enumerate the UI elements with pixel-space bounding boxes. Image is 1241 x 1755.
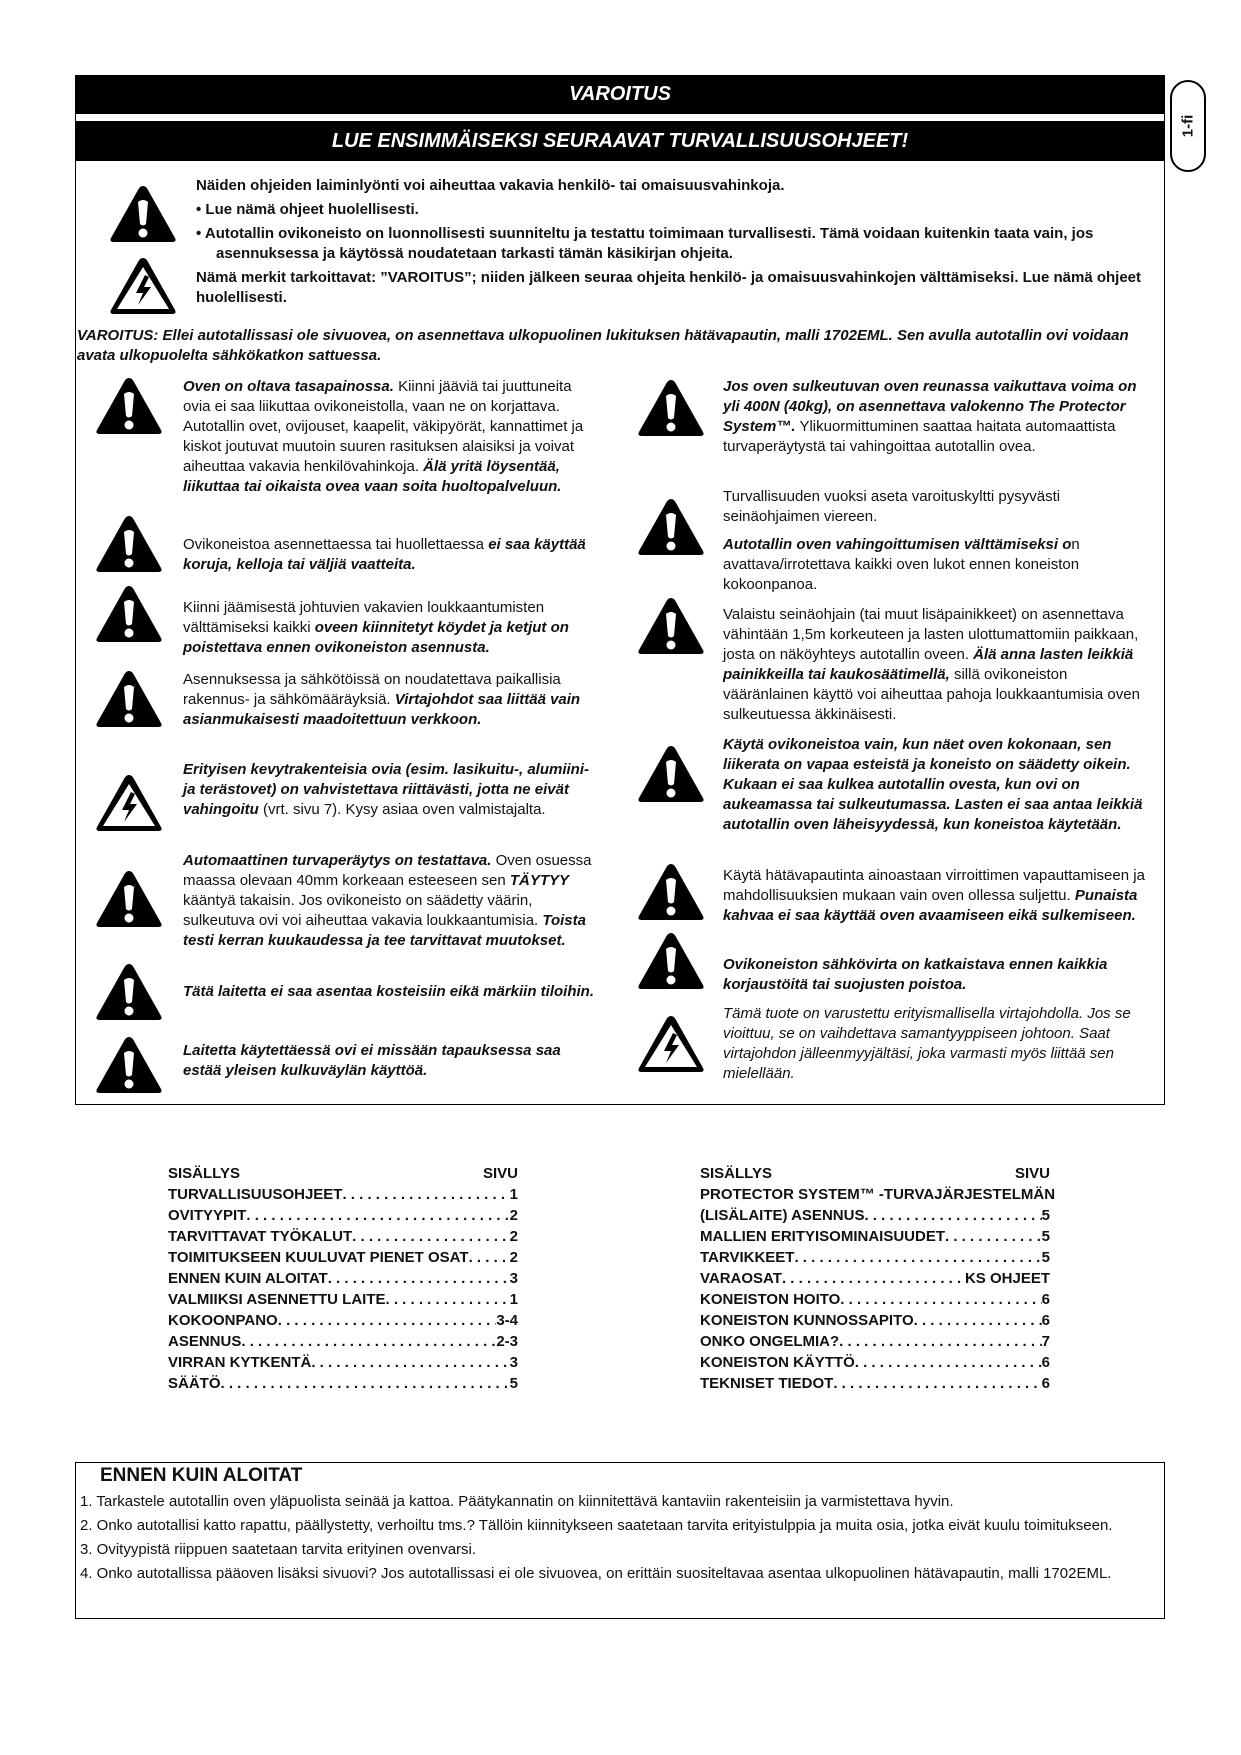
toc-page-heading: SIVU xyxy=(1014,1165,1050,1182)
text-bold: Laitetta käytettäessä ovi ei missään tapauksessa saa estää yleisen kulkuväylän käyttöä. xyxy=(183,1042,561,1079)
toc-label: VIRRAN KYTKENTÄ xyxy=(168,1354,312,1371)
text-bold: Oven on oltava tasapainossa. xyxy=(183,378,394,395)
intro-line: Nämä merkit tarkoittavat: ”VAROITUS”; niiden jälkeen seuraa ohjeita henkilö- ja omaisuusvahinkojen välttämiseksi. Lue nämä ohjeet huolellisesti. xyxy=(196,269,1142,306)
toc-page: 5 xyxy=(1041,1207,1050,1224)
text-bold: Jos oven sulkeutuvan oven reunassa vaikuttava voima on yli 400N (40kg), on asennettava valokenno The Protector System™. xyxy=(723,378,1137,435)
toc-leader xyxy=(352,1226,510,1247)
toc-entry-line: PROTECTOR SYSTEM™ -TURVAJÄRJESTELMÄN xyxy=(700,1186,1056,1203)
toc-page: 6 xyxy=(1041,1354,1050,1371)
text-bold: Autotallin oven vahingoittumisen välttämiseksi o xyxy=(723,536,1072,553)
left-warning-2 xyxy=(183,535,603,575)
toc-page: 6 xyxy=(1041,1375,1050,1392)
toc-row xyxy=(168,1289,518,1310)
text: Kiinni jääviä tai juuttuneita ovia ei saa liikuttaa ovikoneistolla, vaan ne on korjattava. Autotallin ovet, ovijouset, kaapelit, väkipyörät, kannattimet ja kiskot joutuvat muutoin suuren rasituksen alaisiksi ja voivat aiheuttaa vakavia henkilövahinkoja. xyxy=(183,378,584,475)
electric-hazard-icon xyxy=(94,772,164,834)
intro-bullet: • Lue nämä ohjeet huolellisesti. xyxy=(196,201,419,218)
warning-triangle-icon xyxy=(636,496,706,558)
toc-label: ASENNUS xyxy=(168,1333,242,1350)
toc-leader xyxy=(945,1226,1042,1247)
toc-header xyxy=(700,1163,1050,1184)
toc-leader xyxy=(914,1310,1042,1331)
text: sillä ovikoneiston vääränlainen käyttö voi aiheuttaa pahoja loukkaantumisia oven sulkeutuessa äkkinäisesti. xyxy=(723,666,1140,723)
toc-label: KONEISTON HOITO xyxy=(700,1291,841,1308)
toc-leader xyxy=(386,1289,510,1310)
right-warning-7 xyxy=(723,955,1148,995)
toc-left xyxy=(168,1163,518,1394)
text-bold: Virtajohdot saa liittää vain asianmukaisesti maadoitettuun verkkoon. xyxy=(183,691,581,728)
toc-page: 5 xyxy=(509,1375,518,1392)
toc-leader xyxy=(855,1352,1042,1373)
text: Asennuksessa ja sähkötöissä on noudatettava paikallisia rakennus- ja sähkömääräyksiä. xyxy=(183,671,561,708)
toc-label: ENNEN KUIN ALOITAT xyxy=(168,1270,328,1287)
text: Oven osuessa maassa olevaan 40mm korkeaan esteeseen sen xyxy=(183,852,592,889)
toc-row xyxy=(168,1205,518,1226)
toc-row xyxy=(700,1247,1050,1268)
toc-label: TOIMITUKSEEN KUULUVAT PIENET OSAT xyxy=(168,1249,469,1266)
toc-leader xyxy=(839,1331,1041,1352)
toc-leader xyxy=(328,1268,510,1289)
warning-triangle-icon xyxy=(94,868,164,930)
toc-row xyxy=(168,1184,518,1205)
right-warning-8 xyxy=(723,1004,1148,1084)
toc-leader xyxy=(794,1247,1041,1268)
toc-label: KONEISTON KUNNOSSAPITO xyxy=(700,1312,914,1329)
toc-page: 5 xyxy=(1041,1249,1050,1266)
text: Käytä hätävapautinta ainoastaan virroittimen vapauttamiseen ja mahdollisuuksien mukaan vain oven ollessa suljettu. xyxy=(723,867,1145,904)
toc-row xyxy=(168,1268,518,1289)
toc-page: 6 xyxy=(1041,1312,1050,1329)
text-bold: Ovikoneiston sähkövirta on katkaistava ennen kaikkia korjaustöitä tai suojusten poistoa. xyxy=(723,956,1108,993)
text-bold: Älä yritä löysentää, liikuttaa tai oikaista ovea vaan soita huoltopalveluun. xyxy=(183,458,562,495)
warning-triangle-icon xyxy=(94,1034,164,1096)
toc-page-heading: SIVU xyxy=(482,1165,518,1182)
text-bold: Punaista kahvaa ei saa käyttää oven avaamiseen eikä sulkemiseen. xyxy=(723,887,1138,924)
toc-row xyxy=(700,1268,1050,1289)
text: Kiinni jäämisestä johtuvien vakavien loukkaantumisten välttämiseksi kaikki xyxy=(183,599,545,636)
left-warning-1 xyxy=(183,377,603,497)
electric-hazard-icon xyxy=(108,255,178,317)
toc-page: 2 xyxy=(509,1228,518,1245)
toc-row xyxy=(700,1373,1050,1394)
toc-row xyxy=(168,1226,518,1247)
warning-triangle-icon xyxy=(636,377,706,439)
page-number: 1-fi xyxy=(1179,114,1197,138)
toc-label: OVITYYPIT xyxy=(168,1207,247,1224)
text-bold: Tätä laitetta ei saa asentaa kosteisiin eikä märkiin tiloihin. xyxy=(183,983,594,1000)
before-start-item: 3. Ovityypistä riippuen saatetaan tarvita erityinen ovenvarsi. xyxy=(80,1541,477,1558)
warning-triangle-icon xyxy=(94,513,164,575)
toc-label: TEKNISET TIEDOT xyxy=(700,1375,834,1392)
left-warning-7 xyxy=(183,982,603,1002)
toc-page: 5 xyxy=(1041,1228,1050,1245)
toc-row xyxy=(700,1352,1050,1373)
toc-page: 3 xyxy=(509,1354,518,1371)
warning-triangle-icon xyxy=(108,183,178,245)
text-bold: Älä anna lasten leikkiä painikkeilla tai kaukosäätimellä, xyxy=(723,646,1134,683)
toc-row xyxy=(168,1331,518,1352)
before-start-item: 4. Onko autotallissa pääoven lisäksi sivuovi? Jos autotallissasi ei ole sivuovea, on erittäin suositeltavaa asentaa ulkopuolinen hätävapautin, malli 1702EML. xyxy=(80,1565,1112,1582)
text: (vrt. sivu 7). Kysy asiaa oven valmistajalta. xyxy=(258,801,546,818)
toc-label: VARAOSAT xyxy=(700,1270,782,1287)
electric-hazard-icon xyxy=(636,1013,706,1075)
toc-page: 2 xyxy=(509,1249,518,1266)
toc-page: 1 xyxy=(509,1291,518,1308)
text: kääntyä takaisin. Jos ovikoneisto on säädetty väärin, sulkeutuva ovi voi aiheuttaa vakavia loukkaantumisia. xyxy=(183,892,543,929)
page-tab xyxy=(1170,80,1206,172)
toc-row xyxy=(700,1226,1050,1247)
toc-leader xyxy=(221,1373,510,1394)
text: Valaistu seinäohjain (tai muut lisäpainikkeet) on asennettava vähintään 1,5m korkeuteen ja lasten ulottumattomiin paikkaan, josta on näköyhteys autotallin oveen. xyxy=(723,606,1139,663)
toc-page: 3 xyxy=(509,1270,518,1287)
text-bold: Erityisen kevytrakenteisia ovia (esim. lasikuitu-, alumiini- ja terästovet) on vahvistettava riittävästi, jotta ne eivät vahingoitu xyxy=(183,761,589,818)
text: Ylikuormittuminen saattaa haitata automaattista turvaperäytystä tai vahingoittaa autotallin ovea. xyxy=(723,418,1116,455)
toc-label: TURVALLISUUSOHJEET xyxy=(168,1186,343,1203)
right-warning-5 xyxy=(723,735,1148,835)
intro-bullet: • Autotallin ovikoneisto on luonnollisesti suunniteltu ja testattu toimimaan turvallisesti. Tämä voidaan kuitenkin taata vain, jos asennuksessa ja käytössä noudatetaan tarkasti tämän käsikirjan ohjeita. xyxy=(196,225,1094,262)
toc-label: (LISÄLAITE) ASENNUS xyxy=(700,1207,865,1224)
toc-row xyxy=(700,1310,1050,1331)
toc-leader xyxy=(840,1289,1041,1310)
warning-title: VAROITUS xyxy=(75,75,1165,114)
toc-leader xyxy=(342,1184,509,1205)
left-warning-6 xyxy=(183,851,603,951)
text-bold: oveen kiinnitetyt köydet ja ketjut on poistettava ennen ovikoneiston asennusta. xyxy=(183,619,569,656)
toc-page: 1 xyxy=(509,1186,518,1203)
toc-label: SÄÄTÖ xyxy=(168,1375,221,1392)
toc-page: 2-3 xyxy=(496,1333,518,1350)
toc-page: 7 xyxy=(1041,1333,1050,1350)
before-start-box xyxy=(75,1462,1165,1619)
left-warning-8 xyxy=(183,1041,603,1081)
toc-label: VALMIIKSI ASENNETTU LAITE xyxy=(168,1291,386,1308)
toc-label: TARVITTAVAT TYÖKALUT xyxy=(168,1228,353,1245)
text-bold: TÄYTYY xyxy=(509,872,570,889)
text-bold: Automaattinen turvaperäytys on testattava. xyxy=(183,852,492,869)
before-start-item: 1. Tarkastele autotallin oven yläpuolista seinää ja kattoa. Päätykannatin on kiinnitettävä kantaviin rakenteisiin ja varmistettava hyvin. xyxy=(80,1493,954,1510)
before-start-title: ENNEN KUIN ALOITAT xyxy=(100,1465,303,1486)
toc-label: TARVIKKEET xyxy=(700,1249,795,1266)
toc-leader xyxy=(311,1352,509,1373)
toc-leader xyxy=(241,1331,496,1352)
toc-leader xyxy=(782,1268,965,1289)
toc-heading: SISÄLLYS xyxy=(700,1165,772,1182)
warning-triangle-icon xyxy=(94,375,164,437)
toc-label: KOKOONPANO xyxy=(168,1312,278,1329)
warning-triangle-icon xyxy=(636,595,706,657)
toc-row xyxy=(168,1373,518,1394)
toc-row xyxy=(700,1331,1050,1352)
warning-triangle-icon xyxy=(94,668,164,730)
toc-row xyxy=(168,1310,518,1331)
toc-leader xyxy=(469,1247,510,1268)
toc-page: 2 xyxy=(509,1207,518,1224)
toc-leader xyxy=(246,1205,509,1226)
text: n avattava/irrotettava kaikki oven lukot ennen koneiston kokoonpanoa. xyxy=(723,536,1080,593)
left-warning-3 xyxy=(183,598,603,658)
toc-leader xyxy=(833,1373,1041,1394)
warning-triangle-icon xyxy=(636,743,706,805)
toc-right xyxy=(700,1163,1056,1394)
left-warning-4 xyxy=(183,670,603,730)
toc-leader xyxy=(278,1310,497,1331)
toc-page: KS OHJEET xyxy=(964,1270,1050,1287)
toc-heading: SISÄLLYS xyxy=(168,1165,240,1182)
text-italic: Tämä tuote on varustettu erityismallisella virtajohdolla. Jos se vioittuu, se on vaihdettava samantyyppiseen johtoon. Saat virtajohdon jälleenmyyjältäsi, joka varmasti myös liittää sen mielellään. xyxy=(723,1005,1131,1082)
text: Ovikoneistoa asennettaessa tai huollettaessa xyxy=(183,536,489,553)
toc-label: MALLIEN ERITYISOMINAISUUDET xyxy=(700,1228,946,1245)
text-bold: ei saa käyttää koruja, kelloja tai väljiä vaatteita. xyxy=(183,536,586,573)
toc-label: KONEISTON KÄYTTÖ xyxy=(700,1354,855,1371)
intro-block xyxy=(196,176,1146,312)
warning-subtitle: LUE ENSIMMÄISEKSI SEURAAVAT TURVALLISUUSOHJEET! xyxy=(75,121,1165,161)
toc-row xyxy=(168,1247,518,1268)
warning-triangle-icon xyxy=(94,961,164,1023)
toc-row xyxy=(168,1352,518,1373)
toc-row xyxy=(700,1205,1050,1226)
toc-row xyxy=(700,1289,1050,1310)
toc-page: 6 xyxy=(1041,1291,1050,1308)
left-warning-5 xyxy=(183,760,603,820)
warning-triangle-icon xyxy=(636,930,706,992)
side-door-warning: VAROITUS: Ellei autotallissasi ole sivuovea, on asennettava ulkopuolinen lukituksen hätävapautin, malli 1702EML. Sen avulla autotallin ovi voidaan avata ulkopuolelta sähkökatkon sattuessa. xyxy=(77,327,1129,364)
text: Turvallisuuden vuoksi aseta varoituskyltti pysyvästi seinäohjaimen viereen. xyxy=(723,488,1061,525)
right-warning-4 xyxy=(723,605,1148,725)
toc-leader xyxy=(864,1205,1041,1226)
right-warning-3 xyxy=(723,535,1148,595)
toc-page: 3-4 xyxy=(496,1312,518,1329)
warning-triangle-icon xyxy=(636,861,706,923)
intro-line: Näiden ohjeiden laiminlyönti voi aiheuttaa vakavia henkilö- tai omaisuusvahinkoja. xyxy=(196,177,785,194)
warning-triangle-icon xyxy=(94,583,164,645)
before-start-item: 2. Onko autotallisi katto rapattu, päällystetty, verhoiltu tms.? Tällöin kiinnitykseen saatetaan tarvita erityistulppia ja muita osia, jotka eivät kuulu toimitukseen. xyxy=(80,1517,1113,1534)
right-warning-1 xyxy=(723,377,1148,457)
toc-header xyxy=(168,1163,518,1184)
right-warning-2 xyxy=(723,487,1148,527)
text-bold: Toista testi kerran kuukaudessa ja tee tarvittavat muutokset. xyxy=(183,912,586,949)
toc-label: ONKO ONGELMIA? xyxy=(700,1333,840,1350)
right-warning-6 xyxy=(723,866,1148,926)
text-bold: Käytä ovikoneistoa vain, kun näet oven kokonaan, sen liikerata on vapaa esteistä ja koneisto on säädetty oikein. Kukaan ei saa kulkea autotallin ovesta, kun ovi on aukeamassa tai sulkeutumassa. Lasten ei saa antaa leikkiä autotallin oven läheisyydessä, kun koneistoa käytetään. xyxy=(723,736,1143,833)
